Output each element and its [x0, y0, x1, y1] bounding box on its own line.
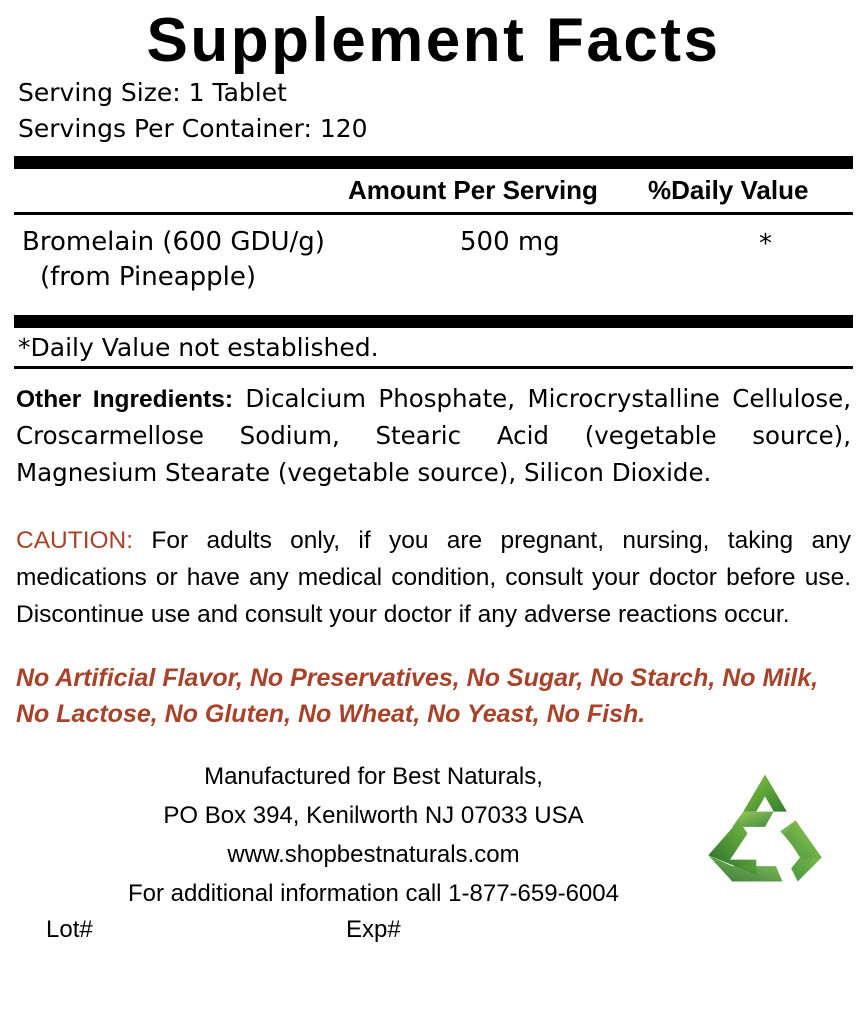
other-ingredients [14, 381, 853, 492]
table-header-row [14, 169, 853, 212]
exp-label: Exp# [346, 915, 401, 943]
ingredient-daily-value: * [759, 228, 772, 259]
manufacturer-phone: For additional information call 1-877-659-6004 [128, 879, 619, 907]
ingredient-amount: 500 mg [460, 226, 560, 257]
table-row [14, 215, 853, 307]
free-from-claims [14, 660, 853, 733]
caution-paragraph [14, 522, 853, 634]
supplement-facts-label [0, 8, 867, 1032]
free-from-line-1: No Artificial Flavor, No Preservatives, No Sugar, No Starch, No Milk, [16, 663, 819, 692]
servings-per-container: Servings Per Container: 120 [18, 114, 368, 144]
lot-exp-row [16, 916, 851, 944]
manufacturer-name: Manufactured for Best Naturals, [204, 763, 543, 791]
manufacturer-footer [14, 758, 853, 944]
free-from-line-2: No Lactose, No Gluten, No Wheat, No Yeast, No Fish. [16, 699, 646, 728]
caution-text: For adults only, if you are pregnant, nursing, taking any medications or have any medical condition, consult your doctor before use. Discontinue use and consult your doctor if any adverse reactions occur. [16, 526, 851, 629]
column-header-daily-value: %Daily Value [648, 174, 809, 205]
other-ingredients-text: Dicalcium Phosphate, Microcrystalline Cellulose, Croscarmellose Sodium, Stearic Acid (vegetable source), Magnesium Stearate (vegetable source), Silicon Dioxide. [16, 383, 851, 488]
daily-value-note: *Daily Value not established. [18, 332, 379, 362]
lot-label: Lot# [46, 915, 93, 943]
divider-thin-2 [14, 366, 853, 369]
caution-label: CAUTION: [16, 526, 134, 554]
serving-size: Serving Size: 1 Tablet [18, 78, 287, 108]
divider-thick-bottom [14, 315, 853, 328]
ingredient-source: (from Pineapple) [40, 262, 257, 293]
column-header-amount: Amount Per Serving [348, 174, 598, 205]
recycle-icon [695, 768, 835, 888]
divider-thick-top [14, 156, 853, 169]
ingredient-name-cell [22, 225, 853, 297]
manufacturer-website[interactable]: www.shopbestnaturals.com [227, 840, 520, 868]
page-title: Supplement Facts [146, 6, 721, 75]
ingredient-name: Bromelain (600 GDU/g) [22, 226, 325, 257]
other-ingredients-label: Other Ingredients: [16, 385, 233, 413]
manufacturer-address: PO Box 394, Kenilworth NJ 07033 USA [163, 801, 584, 829]
